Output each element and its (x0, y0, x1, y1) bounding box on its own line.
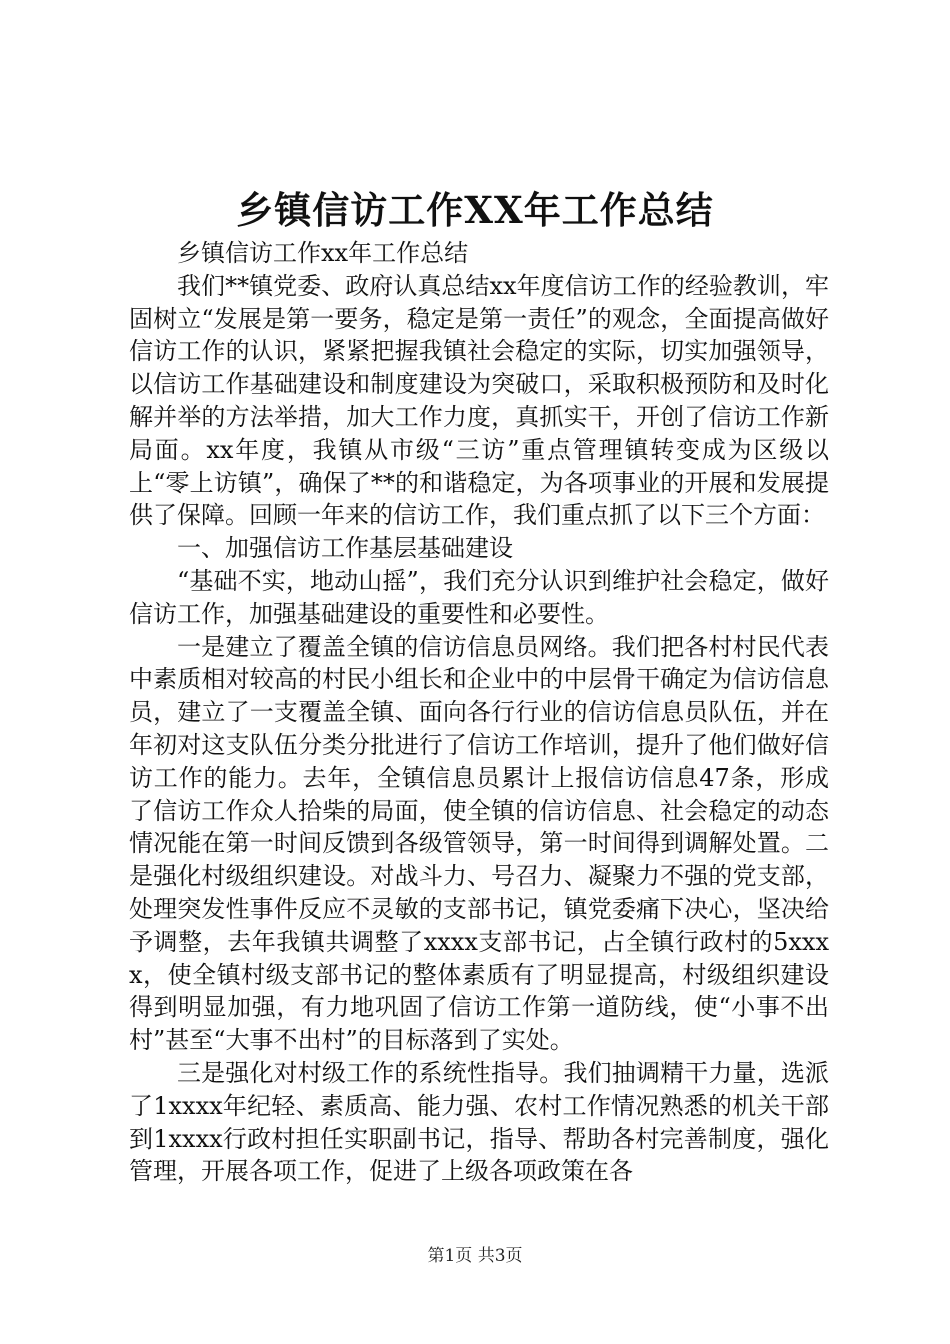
paragraph-foundation: “基础不实，地动山摇”，我们充分认识到维护社会稳定，做好信访工作，加强基础建设的重要性和必要性。 (129, 566, 829, 628)
page-footer: 第1页 共3页 (427, 1246, 523, 1266)
paragraph-network: 一是建立了覆盖全镇的信访信息员网络。我们把各村村民代表中素质相对较高的村民小组长和企业中的中层骨干确定为信访信息员，建立了一支覆盖全镇、面向各行行业的信访信息员队伍，并在年初对这支队伍分类分批进行了信访工作培训，提升了他们做好信访工作的能力。去年，全镇信息员累计上报信访信息47条，形成了信访工作众人拾柴的局面，使全镇的信访信息、社会稳定的动态情况能在第一时间反馈到各级管领导，第一时间得到调解处置。二是强化村级组织建设。对战斗力、号召力、凝聚力不强的党支部，处理突发性事件反应不灵敏的支部书记，镇党委痛下决心，坚决给予调整，去年我镇共调整了xxxx支部书记，占全镇行政村的5xxxx，使全镇村级支部书记的整体素质有了明显提高，村级组织建设得到明显加强，有力地巩固了信访工作第一道防线，使“小事不出村”甚至“大事不出村”的目标落到了实处。 (129, 632, 829, 1055)
paragraph-intro: 我们**镇党委、政府认真总结xx年度信访工作的经验教训，牢固树立“发展是第一要务，稳定是第一责任”的观念，全面提高做好信访工作的认识，紧紧把握我镇社会稳定的实际，切实加强领导，以信访工作基础建设和制度建设为突破口，采取积极预防和及时化解并举的方法举措，加大工作力度，真抓实干，开创了信访工作新局面。xx年度，我镇从市级“三访”重点管理镇转变成为区级以上“零上访镇”，确保了**的和谐稳定，为各项事业的开展和发展提供了保障。回顾一年来的信访工作，我们重点抓了以下三个方面： (129, 271, 829, 530)
section-heading-1: 一、加强信访工作基层基础建设 (177, 534, 513, 563)
document-title: 乡镇信访工作XX年工作总结 (236, 188, 714, 232)
paragraph-subtitle: 乡镇信访工作xx年工作总结 (177, 239, 469, 267)
document-body (129, 237, 829, 1188)
paragraph-guidance: 三是强化对村级工作的系统性指导。我们抽调精干力量，选派了1xxxx年纪轻、素质高、能力强、农村工作情况熟悉的机关干部到1xxxx行政村担任实职副书记，指导、帮助各村完善制度，强化管理，开展各项工作，促进了上级各项政策在各 (129, 1058, 829, 1186)
